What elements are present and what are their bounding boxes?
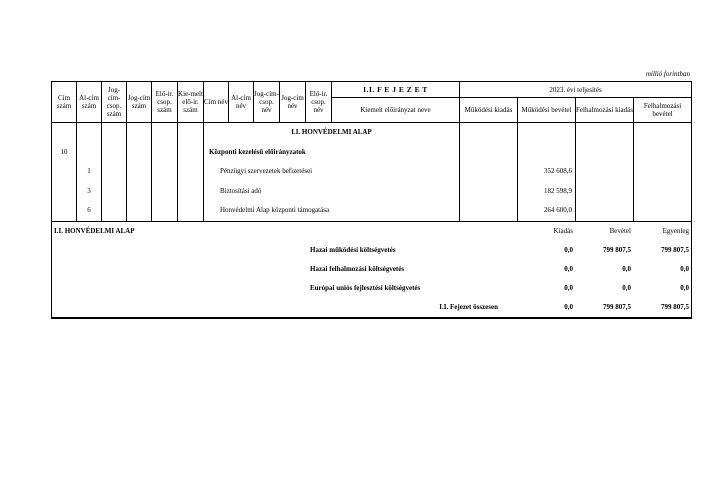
row-alcim: 1 xyxy=(87,167,91,175)
col-eloir-csop-nev: Elő-ir. csop. név xyxy=(306,82,332,123)
row-name: Pénzügyi szervezetek befizetései xyxy=(220,167,313,175)
summary-col-kiadas: Kiadás xyxy=(553,227,573,235)
col-felhalmozasi-bevetel: Felhalmozási bevétel xyxy=(634,98,692,123)
group-title: Központi kezelésű előirányzatok xyxy=(209,147,306,156)
row-alcim: 3 xyxy=(87,186,91,195)
cim-szam: 10 xyxy=(60,147,68,156)
col-jogcimcsop-nev: Jog-cím-csop. név xyxy=(254,82,280,123)
section-title: I.I. HONVÉDELMI ALAP xyxy=(291,128,372,136)
col-alcim-nev: Al-cím név xyxy=(229,82,254,123)
summary-cell xyxy=(52,221,692,318)
col-cim-nev: Cím név xyxy=(204,82,229,123)
cim-szam-cell xyxy=(52,123,77,222)
names-cell xyxy=(204,123,460,222)
summary-total-row: I.I. Fejezet összesen 0,0 799 807,5 799 807,5 xyxy=(439,303,689,311)
col-mukodesi-kiadas: Működési kiadás xyxy=(460,98,518,123)
col-jogcimcsop-szam: Jog-cím-csop. szám xyxy=(102,82,127,123)
summary-row: Európai uniós fejlesztési költségvetés 0,0 0,0 0,0 xyxy=(310,284,689,292)
row-name: Honvédelmi Alap központi támogatása xyxy=(220,206,330,214)
row-value: 352 608,6 xyxy=(544,167,572,175)
col-mukodesi-bevetel: Működési bevétel xyxy=(518,98,576,123)
mukodesi-bevetel-cell xyxy=(518,123,576,222)
alcim-szam-cell xyxy=(77,123,102,222)
row-value: 182 598,9 xyxy=(544,186,572,195)
summary-title: I.I. HONVÉDELMI ALAP xyxy=(54,227,135,235)
summary-row: Hazai működési költségvetés 0,0 799 807,5 799 807,5 xyxy=(310,246,689,254)
row-name: Biztosítási adó xyxy=(220,186,262,195)
row-value: 264 600,0 xyxy=(544,206,572,214)
col-alcim-szam: Al-cím szám xyxy=(77,82,102,123)
col-cim-szam: Cím szám xyxy=(52,82,77,123)
col-felhalmozasi-kiadas: Felhalmozási kiadás xyxy=(576,98,634,123)
summary-col-bevetel: Bevétel xyxy=(609,227,631,235)
summary-col-egyenleg: Egyenleg xyxy=(662,227,689,235)
row-alcim: 6 xyxy=(87,206,91,214)
summary-table xyxy=(52,222,692,317)
summary-row: Hazai felhalmozási költségvetés 0,0 0,0 0,0 xyxy=(310,265,689,273)
budget-table xyxy=(51,81,692,319)
col-kiemelt-eloir-szam: Kie-melt elő-ir. szám xyxy=(178,82,204,123)
kiemelt-header: Kiemelt előirányzat neve xyxy=(332,98,460,123)
period-header: 2023. évi teljesítés xyxy=(460,82,692,98)
col-jogcim-nev: Jog-cím név xyxy=(280,82,306,123)
col-jogcim-szam: Jog-cím szám xyxy=(127,82,152,123)
fejezet-title: I.I. F E J E Z E T xyxy=(332,82,460,98)
unit-label: millió forintban xyxy=(645,70,690,78)
col-eloir-csop-szam: Elő-ir. csop. szám xyxy=(152,82,178,123)
